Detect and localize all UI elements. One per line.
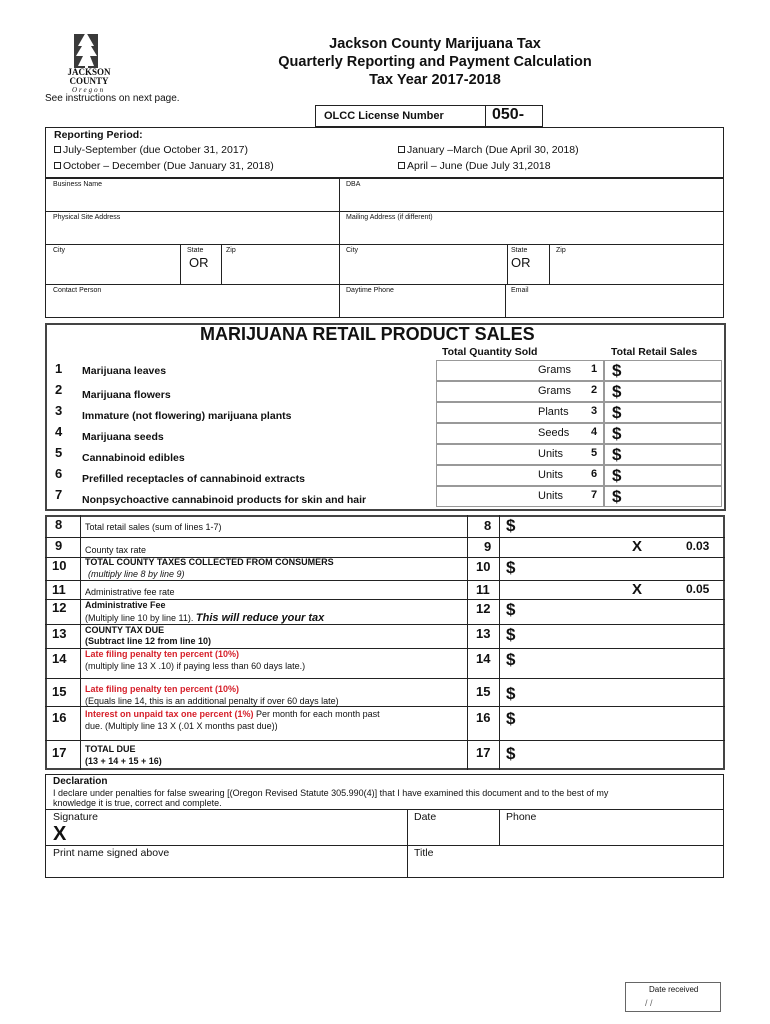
sales-line-label: Cannabinoid edibles (82, 452, 185, 464)
period-q3-label: January –March (Due April 30, 2018) (407, 144, 579, 156)
retail-sales-input[interactable] (604, 444, 722, 465)
line-12-label: Administrative Fee (85, 600, 166, 610)
line-16-amount-field[interactable]: $ (506, 709, 516, 728)
line-14-label: Late filing penalty ten percent (10%) (85, 649, 240, 659)
business-name-field[interactable]: Business Name (53, 181, 103, 188)
line-9-multiply: X (632, 538, 643, 555)
mailing-zip-field[interactable]: Zip (556, 247, 566, 254)
retail-sales-dollar: $ (612, 403, 622, 422)
quantity-line-ref: 7 (591, 489, 598, 501)
checkbox-icon[interactable] (398, 146, 405, 153)
contact-person-field[interactable]: Contact Person (53, 287, 102, 294)
sales-line-label: Immature (not flowering) marijuana plants (82, 410, 292, 422)
signature-field[interactable]: Signature (53, 811, 98, 823)
declaration-text-1: I declare under penalties for false swearing [(Oregon Revised Statute 305.990(4)] that I have examined this document and to the best of my (53, 788, 609, 798)
retail-sales-dollar: $ (612, 361, 622, 380)
license-label: OLCC License Number (324, 110, 444, 122)
signature-phone-field[interactable]: Phone (506, 811, 537, 823)
quantity-unit: Units (538, 448, 564, 460)
line-9-rate: 0.03 (686, 539, 710, 553)
reporting-period-label: Reporting Period: (54, 129, 143, 141)
line-16-sub: due. (Multiply line 13 X (.01 X months past due)) (85, 721, 278, 731)
line-15-sub: (Equals line 14, this is an additional penalty if over 60 days late) (85, 696, 339, 706)
sales-line-number: 1 (55, 361, 63, 376)
title-line-3: Tax Year 2017-2018 (369, 72, 501, 88)
line-9-ref: 9 (484, 539, 492, 554)
retail-sales-input[interactable] (604, 423, 722, 444)
line-11-ref: 11 (476, 582, 490, 597)
sales-line-label: Marijuana leaves (82, 365, 167, 377)
declaration-text-2: knowledge it is true, correct and complete. (53, 798, 222, 808)
sales-column-header: Total Retail Sales (611, 346, 698, 358)
sales-line-number: 5 (55, 445, 63, 460)
line-11-rate: 0.05 (686, 582, 710, 596)
line-12-sub (85, 612, 324, 624)
signature-date-field[interactable]: Date (414, 811, 437, 823)
checkbox-icon[interactable] (54, 162, 61, 169)
quantity-input[interactable] (436, 402, 604, 423)
line-15-number: 15 (52, 684, 67, 699)
tree-logo-icon (52, 30, 124, 70)
quantity-line-ref: 2 (591, 384, 598, 396)
line-17-sub: (13 + 14 + 15 + 16) (85, 756, 162, 766)
title-line-1: Jackson County Marijuana Tax (329, 36, 541, 52)
line-12-note: This will reduce your tax (195, 612, 325, 624)
line-10-number: 10 (52, 558, 67, 573)
physical-zip-field[interactable]: Zip (226, 247, 236, 254)
line-16-label-rest: Per month for each month past (253, 709, 380, 719)
physical-state-value: OR (189, 255, 209, 270)
daytime-phone-field[interactable]: Daytime Phone (346, 287, 394, 294)
line-10-label: TOTAL COUNTY TAXES COLLECTED FROM CONSUMERS (85, 557, 334, 567)
line-12-number: 12 (52, 600, 67, 615)
mailing-state-value: OR (511, 255, 531, 270)
line-8-label: Total retail sales (sum of lines 1-7) (85, 522, 222, 532)
sales-line-number: 3 (55, 403, 63, 418)
retail-sales-input[interactable] (604, 486, 722, 507)
line-9-label: County tax rate (85, 545, 147, 555)
retail-sales-input[interactable] (604, 360, 722, 381)
line-15-label: Late filing penalty ten percent (10%) (85, 684, 240, 694)
logo-subtitle: Oregon (72, 86, 106, 94)
quantity-unit: Plants (538, 406, 569, 418)
line-10-amount-field[interactable]: $ (506, 558, 516, 577)
mailing-address-field[interactable]: Mailing Address (if different) (346, 214, 433, 221)
line-11-multiply: X (632, 581, 643, 598)
line-8-number: 8 (55, 517, 63, 532)
line-12-sub-text: (Multiply line 10 by line 11). (85, 613, 194, 623)
sales-line-label: Marijuana flowers (82, 389, 171, 401)
business-info-grid (45, 178, 724, 318)
line-13-number: 13 (52, 626, 67, 641)
date-received-label: Date received (649, 985, 699, 994)
line-16-ref: 16 (476, 710, 491, 725)
quantity-input[interactable] (436, 360, 604, 381)
quantity-unit: Grams (538, 364, 571, 376)
quantity-unit: Seeds (538, 427, 570, 439)
print-name-field[interactable]: Print name signed above (53, 847, 170, 859)
line-17-amount-field[interactable]: $ (506, 744, 516, 763)
sales-line-label: Marijuana seeds (82, 431, 164, 443)
signature-x-mark: X (53, 823, 67, 845)
physical-state-label: State (187, 247, 204, 254)
line-13-sub: (Subtract line 12 from line 10) (85, 636, 212, 646)
retail-sales-dollar: $ (612, 445, 622, 464)
retail-sales-dollar: $ (612, 424, 622, 443)
quantity-input[interactable] (436, 423, 604, 444)
line-14-sub: (multiply line 13 X .10) if paying less than 60 days late.) (85, 661, 306, 671)
logo-name: JACKSON COUNTY (67, 67, 111, 86)
line-8-amount-field[interactable]: $ (506, 516, 516, 535)
retail-sales-input[interactable] (604, 465, 722, 486)
sales-line-label: Prefilled receptacles of cannabinoid extracts (82, 473, 305, 485)
line-11-label: Administrative fee rate (85, 587, 175, 597)
sales-line-number: 6 (55, 466, 63, 481)
checkbox-icon[interactable] (54, 146, 61, 153)
instructions-note: See instructions on next page. (45, 93, 180, 104)
quantity-line-ref: 4 (591, 426, 598, 438)
line-13-ref: 13 (476, 626, 491, 641)
line-9-number: 9 (55, 538, 63, 553)
line-17-ref: 17 (476, 745, 491, 760)
title-line-2: Quarterly Reporting and Payment Calculation (278, 54, 592, 70)
date-received-slashes: / / (645, 998, 653, 1008)
line-16-label-red: Interest on unpaid tax one percent (1%) (85, 709, 254, 719)
sales-line-number: 7 (55, 487, 63, 502)
county-logo (52, 30, 124, 94)
line-16-label (85, 709, 380, 719)
line-12-amount-field[interactable]: $ (506, 600, 516, 619)
retail-sales-input[interactable] (604, 402, 722, 423)
mailing-state-label: State (511, 247, 528, 254)
quantity-input[interactable] (436, 465, 604, 486)
line-14-number: 14 (52, 651, 67, 666)
line-8-ref: 8 (484, 518, 492, 533)
quantity-input[interactable] (436, 381, 604, 402)
line-14-ref: 14 (476, 651, 491, 666)
mailing-city-field[interactable]: City (346, 247, 359, 254)
physical-city-field[interactable]: City (53, 247, 66, 254)
sales-line-number: 4 (55, 424, 63, 439)
checkbox-icon[interactable] (398, 162, 405, 169)
declaration-title: Declaration (53, 776, 108, 787)
quantity-line-ref: 5 (591, 447, 598, 459)
qty-column-header: Total Quantity Sold (442, 346, 538, 358)
period-q2-label: October – December (Due January 31, 2018) (63, 160, 274, 172)
title-field[interactable]: Title (414, 847, 434, 859)
period-option-q2[interactable] (54, 160, 274, 172)
quantity-line-ref: 1 (591, 363, 598, 375)
quantity-input[interactable] (436, 486, 604, 507)
line-15-amount-field[interactable]: $ (506, 684, 516, 703)
line-10-ref: 10 (476, 559, 491, 574)
period-option-q4[interactable] (398, 160, 551, 172)
dba-field[interactable]: DBA (346, 181, 361, 188)
quantity-unit: Units (538, 490, 564, 502)
sales-title: MARIJUANA RETAIL PRODUCT SALES (200, 324, 535, 344)
sales-line-number: 2 (55, 382, 63, 397)
line-10-sub: (multiply line 8 by line 9) (88, 569, 185, 579)
license-number-field[interactable]: 050- (492, 106, 525, 123)
line-11-number: 11 (52, 582, 66, 597)
form-title (200, 35, 670, 89)
quantity-unit: Grams (538, 385, 571, 397)
quantity-line-ref: 3 (591, 405, 598, 417)
quantity-unit: Units (538, 469, 564, 481)
period-q4-label: April – June (Due July 31,2018 (407, 160, 551, 172)
email-field[interactable]: Email (511, 287, 529, 294)
line-17-label: TOTAL DUE (85, 744, 136, 754)
line-13-amount-field[interactable]: $ (506, 625, 516, 644)
period-option-q3[interactable] (398, 144, 579, 156)
quantity-line-ref: 6 (591, 468, 598, 480)
line-15-ref: 15 (476, 684, 491, 699)
physical-address-field[interactable]: Physical Site Address (53, 214, 121, 221)
retail-sales-dollar: $ (612, 382, 622, 401)
quantity-input[interactable] (436, 444, 604, 465)
line-12-ref: 12 (476, 601, 491, 616)
retail-sales-dollar: $ (612, 487, 622, 506)
line-17-number: 17 (52, 745, 67, 760)
retail-sales-input[interactable] (604, 381, 722, 402)
line-16-number: 16 (52, 710, 67, 725)
period-option-q1[interactable] (54, 144, 248, 156)
retail-sales-dollar: $ (612, 466, 622, 485)
period-q1-label: July-September (due October 31, 2017) (63, 144, 249, 156)
sales-line-label: Nonpsychoactive cannabinoid products for skin and hair (82, 494, 367, 506)
line-13-label: COUNTY TAX DUE (85, 625, 165, 635)
line-14-amount-field[interactable]: $ (506, 650, 516, 669)
